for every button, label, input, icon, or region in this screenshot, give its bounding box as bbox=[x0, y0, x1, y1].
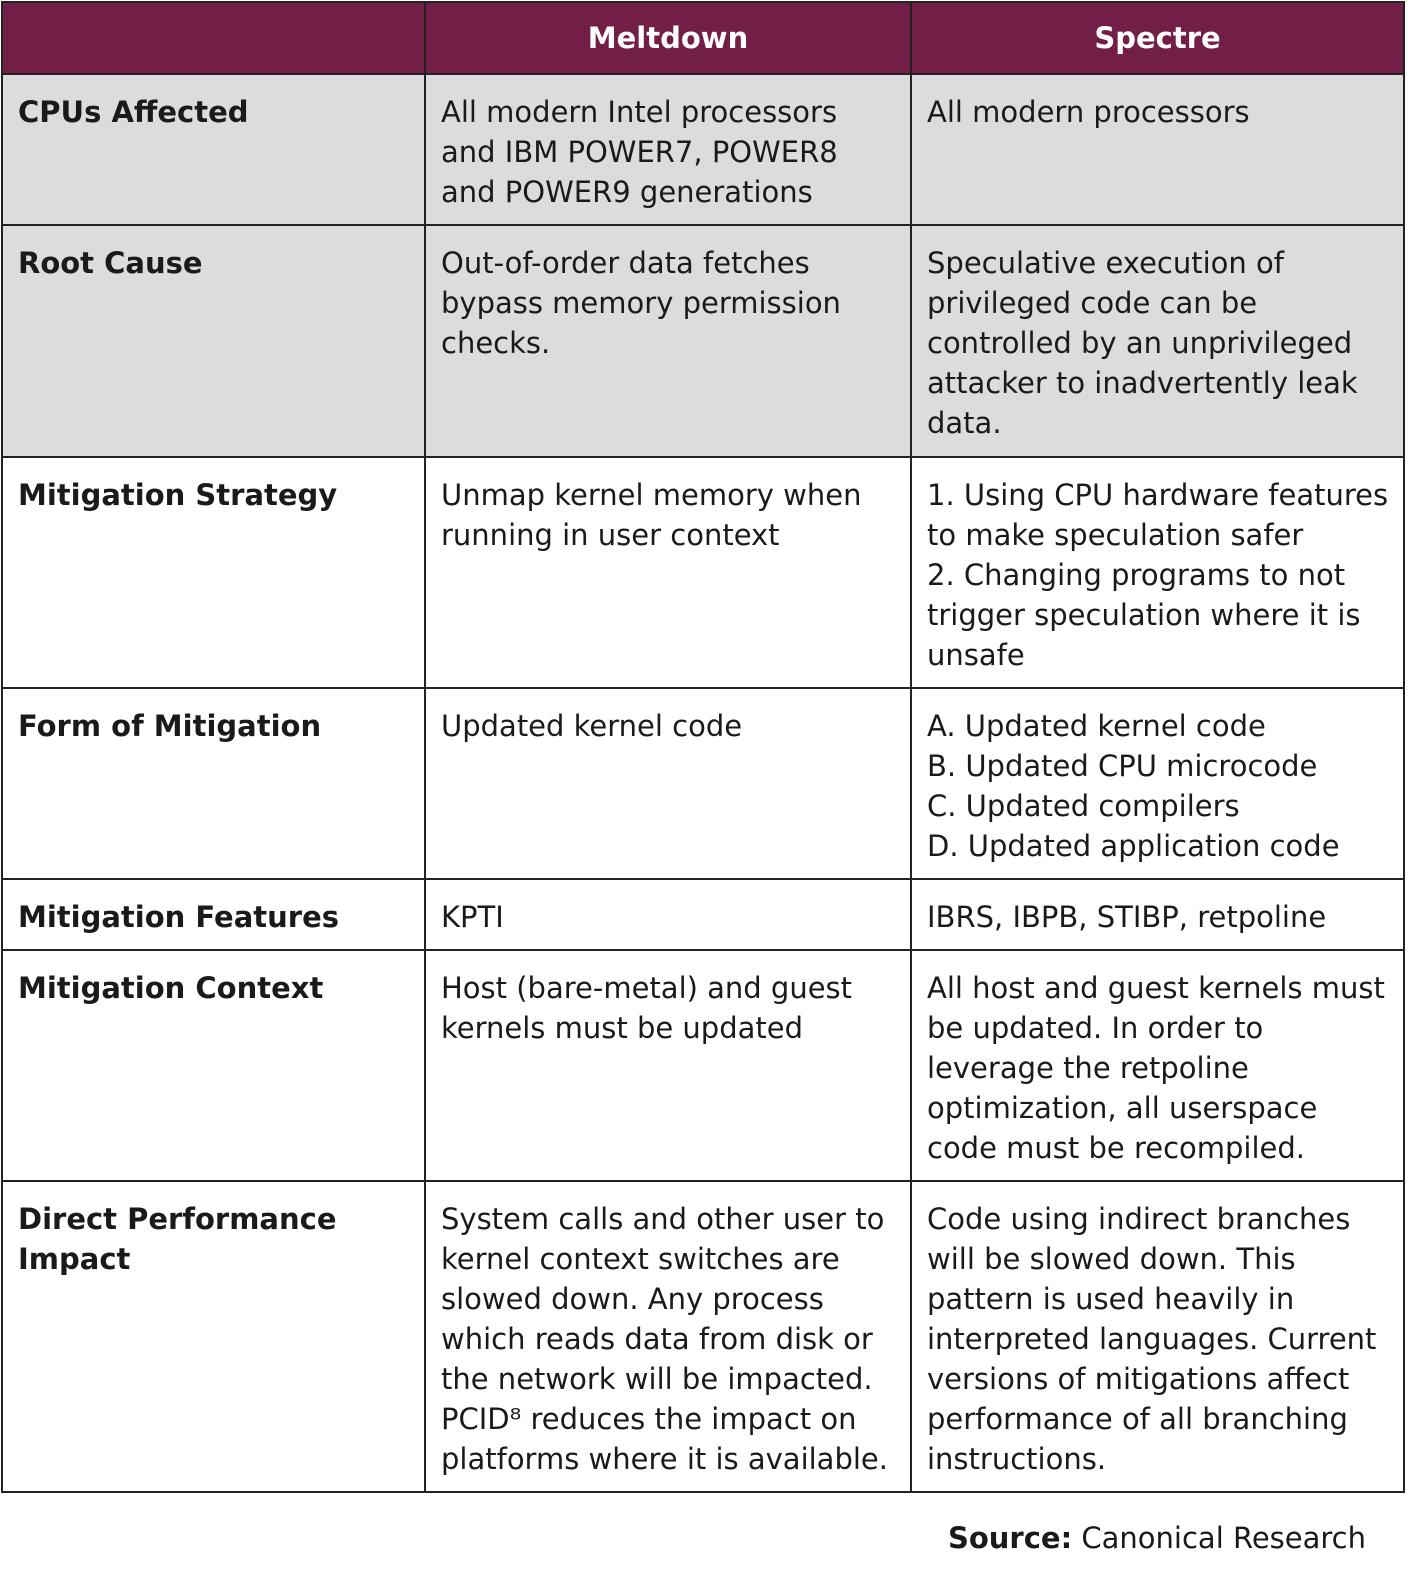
meltdown-cell: All modern Intel processors and IBM POWER7, POWER8 and POWER9 generations bbox=[425, 74, 911, 225]
spectre-cell: A. Updated kernel code B. Updated CPU microcode C. Updated compilers D. Updated application code bbox=[911, 688, 1404, 879]
spectre-cell: All modern processors bbox=[911, 74, 1404, 225]
source-caption bbox=[948, 1518, 1366, 1558]
meltdown-cell: System calls and other user to kernel context switches are slowed down. Any process which reads data from disk or the network will be impacted. PCID⁸ reduces the impact on platforms where it is available. bbox=[425, 1181, 911, 1492]
header-cell-meltdown: Meltdown bbox=[425, 2, 911, 74]
row-label: Mitigation Context bbox=[2, 950, 425, 1181]
table-header bbox=[2, 2, 1404, 74]
header-cell-empty bbox=[2, 2, 425, 74]
table-row-cpus-affected bbox=[2, 74, 1404, 225]
row-label: Form of Mitigation bbox=[2, 688, 425, 879]
table-row-mitigation-features bbox=[2, 879, 1404, 950]
row-label: Direct Performance Impact bbox=[2, 1181, 425, 1492]
table-body bbox=[2, 74, 1404, 1492]
header-cell-spectre: Spectre bbox=[911, 2, 1404, 74]
table-row-direct-performance-impact bbox=[2, 1181, 1404, 1492]
row-label: Mitigation Strategy bbox=[2, 457, 425, 688]
meltdown-cell: KPTI bbox=[425, 879, 911, 950]
spectre-cell: All host and guest kernels must be updated. In order to leverage the retpoline optimization, all userspace code must be recompiled. bbox=[911, 950, 1404, 1181]
table-row-mitigation-strategy bbox=[2, 457, 1404, 688]
meltdown-cell: Updated kernel code bbox=[425, 688, 911, 879]
table-row-form-of-mitigation bbox=[2, 688, 1404, 879]
source-text: Canonical Research bbox=[1072, 1521, 1366, 1555]
row-label: Mitigation Features bbox=[2, 879, 425, 950]
spectre-cell: IBRS, IBPB, STIBP, retpoline bbox=[911, 879, 1404, 950]
row-label: CPUs Affected bbox=[2, 74, 425, 225]
spectre-cell: Speculative execution of privileged code can be controlled by an unprivileged attacker to inadvertently leak data. bbox=[911, 225, 1404, 457]
table-row-root-cause bbox=[2, 225, 1404, 457]
comparison-table bbox=[1, 1, 1405, 1493]
spectre-cell: Code using indirect branches will be slowed down. This pattern is used heavily in interpreted languages. Current versions of mitigations affect performance of all branching instructions. bbox=[911, 1181, 1404, 1492]
table-row-mitigation-context bbox=[2, 950, 1404, 1181]
header-row bbox=[2, 2, 1404, 74]
spectre-cell: 1. Using CPU hardware features to make speculation safer 2. Changing programs to not trigger speculation where it is unsafe bbox=[911, 457, 1404, 688]
meltdown-cell: Out-of-order data fetches bypass memory permission checks. bbox=[425, 225, 911, 457]
meltdown-cell: Host (bare-metal) and guest kernels must be updated bbox=[425, 950, 911, 1181]
meltdown-cell: Unmap kernel memory when running in user context bbox=[425, 457, 911, 688]
row-label: Root Cause bbox=[2, 225, 425, 457]
source-label: Source: bbox=[947, 1521, 1073, 1555]
